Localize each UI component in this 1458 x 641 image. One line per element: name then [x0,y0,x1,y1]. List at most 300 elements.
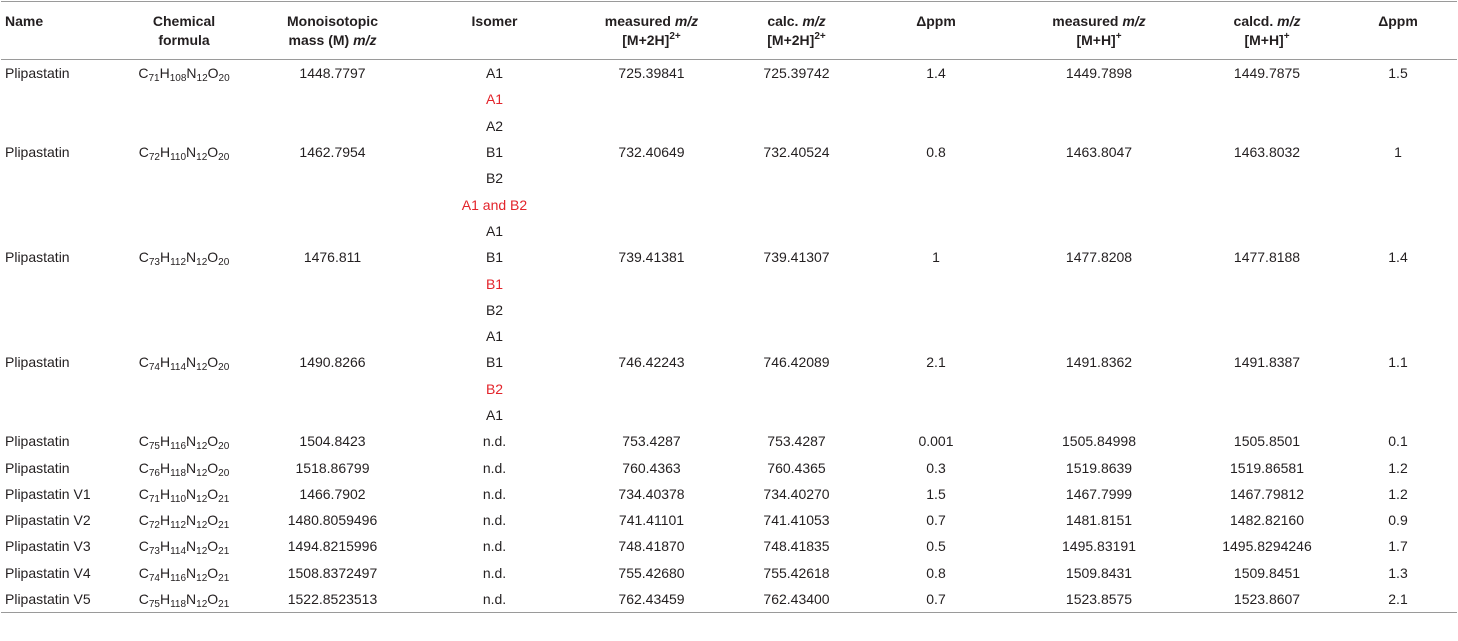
isomer-cell [410,218,579,244]
formula-subscript: 75 [148,441,160,453]
formula-subscript: 114 [170,546,187,558]
measured-2h-cell [579,586,724,613]
calc-2h-cell [724,60,869,87]
table-row [1,507,1457,533]
calc-2h-value: 739.41307 [763,249,830,266]
formula-subscript: 74 [148,362,160,374]
measured-2h-cell [579,297,724,323]
formula-subscript: 118 [170,467,187,479]
formula-subscript: 12 [196,546,208,558]
formula-subscript: 116 [170,572,187,584]
dppm-2-value: 0.9 [1388,512,1408,529]
dppm-2-value: 1.4 [1388,249,1408,266]
dppm-2-value: 1 [1394,144,1402,161]
table-row [1,165,1457,191]
calcd-h-value: 1495.8294246 [1222,538,1312,555]
formula-cell [113,113,255,139]
compound-name: Plipastatin V1 [5,485,91,502]
measured-h-cell [1003,533,1195,559]
dppm-1-cell [869,376,1003,402]
dppm-2-cell [1339,402,1457,428]
calcd-h-value: 1477.8188 [1233,249,1301,266]
calcd-h-cell [1195,270,1339,296]
measured-2h-value: 762.43459 [618,591,685,608]
name-cell [1,507,113,533]
calcd-h-cell [1195,191,1339,217]
measured-h-cell [1003,402,1195,428]
measured-2h-cell [579,270,724,296]
formula-subscript: 75 [148,599,160,611]
table-row [1,428,1457,454]
measured-2h-cell [579,454,724,480]
measured-h-cell [1003,481,1195,507]
table-row [1,481,1457,507]
table-row [1,86,1457,112]
mono-cell [255,139,410,165]
dppm-2-cell [1339,454,1457,480]
isomer-label: n.d. [482,433,507,450]
name-cell [1,297,113,323]
isomer-label: n.d. [482,591,507,608]
formula-subscript: 12 [196,152,208,164]
isomer-cell [410,586,579,613]
measured-h-value: 1491.8362 [1065,354,1133,371]
name-cell [1,191,113,217]
chemical-formula: $C_{74}H_{116}N_{12}O_{21}$ [138,564,230,584]
mono-cell [255,481,410,507]
dppm-2-cell [1339,244,1457,270]
header-formula: Chemical formula [152,13,216,48]
formula-subscript: 21 [218,520,230,532]
calc-2h-value: 755.42618 [763,564,830,581]
formula-cell [113,560,255,586]
formula-subscript: 73 [148,257,160,269]
formula-subscript: 12 [196,441,208,453]
dppm-2-cell [1339,297,1457,323]
measured-2h-cell [579,376,724,402]
header-calc-2h: calc. m/z $[M+2H]^{2+}$ [767,13,826,48]
isomer-cell [410,349,579,375]
formula-subscript: 20 [218,441,230,453]
formula-subscript: 20 [218,467,230,479]
isomer-label: n.d. [482,485,507,502]
name-cell [1,323,113,349]
chemical-formula: $C_{71}H_{108}N_{12}O_{20}$ [138,65,230,85]
calc-2h-value: 741.41053 [763,512,830,529]
mono-value: 1518.86799 [295,459,370,476]
measured-h-cell [1003,349,1195,375]
dppm-1-cell [869,507,1003,533]
formula-subscript: 110 [170,152,187,164]
calc-2h-cell [724,139,869,165]
calcd-h-value: 1467.79812 [1230,485,1304,502]
dppm-1-value: 2.1 [926,354,946,371]
calcd-h-cell [1195,139,1339,165]
dppm-1-value: 1.5 [926,485,946,502]
formula-subscript: 21 [218,546,230,558]
calcd-h-cell [1195,218,1339,244]
dppm-1-cell [869,86,1003,112]
calc-2h-cell [724,218,869,244]
measured-h-cell [1003,165,1195,191]
calc-2h-cell [724,165,869,191]
isomer-cell [410,244,579,270]
dppm-2-cell [1339,323,1457,349]
dppm-1-value: 1.4 [926,65,946,82]
isomer-label: n.d. [482,538,507,555]
mono-value: 1522.8523513 [287,591,378,608]
dppm-1-cell [869,244,1003,270]
formula-cell [113,60,255,87]
formula-cell [113,297,255,323]
isomer-cell [410,297,579,323]
header-dppm-1: Δppm [916,13,956,29]
formula-cell [113,402,255,428]
mono-cell [255,297,410,323]
formula-subscript: 74 [148,572,160,584]
isomer-cell [410,139,579,165]
dppm-1-value: 0.5 [926,538,946,555]
mono-cell [255,454,410,480]
formula-subscript: 114 [170,362,187,374]
formula-cell [113,165,255,191]
header-calcd-h: calcd. m/z [M+H]+ [1233,13,1301,48]
calcd-h-cell [1195,165,1339,191]
calcd-h-cell [1195,113,1339,139]
measured-h-value: 1467.7999 [1065,485,1133,502]
isomer-cell [410,560,579,586]
calc-2h-value: 725.39742 [763,65,830,82]
table-row [1,191,1457,217]
isomer-label: B1 [485,144,504,161]
calc-2h-value: 753.4287 [767,433,826,450]
mono-cell [255,270,410,296]
header-measured-h: measured m/z [M+H]+ [1052,13,1146,48]
isomer-label: B1 [485,249,504,266]
dppm-1-value: 0.3 [926,459,946,476]
mono-cell [255,586,410,613]
calc-2h-cell [724,533,869,559]
measured-2h-cell [579,560,724,586]
formula-subscript: 20 [218,362,230,374]
measured-2h-cell [579,507,724,533]
calc-2h-cell [724,428,869,454]
calcd-h-cell [1195,244,1339,270]
formula-cell [113,218,255,244]
calcd-h-cell [1195,297,1339,323]
calc-2h-value: 748.41835 [763,538,830,555]
name-cell [1,376,113,402]
measured-2h-value: 746.42243 [618,354,685,371]
mono-value: 1494.8215996 [287,538,378,555]
dppm-1-cell [869,454,1003,480]
formula-subscript: 112 [170,257,187,269]
table-row [1,244,1457,270]
mono-cell [255,244,410,270]
formula-subscript: 12 [196,467,208,479]
table-row [1,218,1457,244]
measured-h-cell [1003,297,1195,323]
measured-h-cell [1003,454,1195,480]
measured-h-value: 1463.8047 [1065,144,1133,161]
formula-subscript: 71 [148,73,160,85]
dppm-2-cell [1339,481,1457,507]
formula-subscript: 118 [170,599,187,611]
formula-subscript: 21 [218,572,230,584]
isomer-cell [410,191,579,217]
name-cell [1,428,113,454]
isomer-label: A2 [485,117,504,134]
dppm-2-cell [1339,270,1457,296]
measured-2h-cell [579,244,724,270]
measured-h-value: 1505.84998 [1062,433,1136,450]
calc-2h-cell [724,297,869,323]
isomer-label: n.d. [482,512,507,529]
formula-cell [113,376,255,402]
mono-value: 1490.8266 [299,354,366,371]
name-cell [1,560,113,586]
chemical-formula: $C_{72}H_{112}N_{12}O_{21}$ [138,512,230,532]
calc-2h-value: 746.42089 [763,354,830,371]
table-row [1,270,1457,296]
dppm-1-cell [869,533,1003,559]
measured-h-value: 1449.7898 [1065,65,1133,82]
mono-cell [255,428,410,454]
name-cell [1,86,113,112]
formula-cell [113,454,255,480]
calcd-h-value: 1509.8451 [1233,564,1301,581]
mono-cell [255,113,410,139]
name-cell [1,270,113,296]
dppm-1-cell [869,218,1003,244]
chemical-formula: $C_{73}H_{114}N_{12}O_{21}$ [138,538,230,558]
mono-cell [255,402,410,428]
table-row [1,60,1457,87]
isomer-cell [410,481,579,507]
compound-name: Plipastatin V5 [5,591,91,608]
measured-h-value: 1495.83191 [1062,538,1136,555]
compound-name: Plipastatin V2 [5,512,91,529]
calcd-h-value: 1463.8032 [1233,144,1301,161]
formula-subscript: 20 [218,73,230,85]
isomer-label: B1 [485,275,504,292]
formula-subscript: 12 [196,520,208,532]
measured-2h-cell [579,349,724,375]
mono-cell [255,533,410,559]
name-cell [1,533,113,559]
measured-2h-cell [579,60,724,87]
isomer-label: n.d. [482,564,507,581]
formula-cell [113,428,255,454]
compound-name: Plipastatin [5,144,70,161]
chemical-formula: $C_{71}H_{110}N_{12}O_{21}$ [138,485,230,505]
calcd-h-cell [1195,533,1339,559]
dppm-2-cell [1339,586,1457,613]
header-mono: Monoisotopic mass (M) m/z [287,13,378,48]
measured-h-cell [1003,86,1195,112]
mono-cell [255,86,410,112]
mono-cell [255,376,410,402]
dppm-1-value: 0.8 [926,564,946,581]
table-row [1,402,1457,428]
compound-name: Plipastatin [5,433,70,450]
measured-2h-value: 741.41101 [618,512,685,529]
dppm-1-value: 1 [932,249,940,266]
formula-subscript: 72 [148,520,160,532]
calcd-h-cell [1195,323,1339,349]
mono-value: 1462.7954 [299,144,366,161]
chemical-formula: $C_{74}H_{114}N_{12}O_{20}$ [138,354,230,374]
formula-cell [113,270,255,296]
formula-subscript: 108 [169,73,187,85]
formula-subscript: 12 [196,599,208,611]
formula-subscript: 20 [218,152,230,164]
compound-name: Plipastatin [5,354,70,371]
dppm-2-value: 0.1 [1388,433,1408,450]
name-cell [1,454,113,480]
dppm-2-cell [1339,349,1457,375]
isomer-cell [410,454,579,480]
measured-2h-cell [579,86,724,112]
measured-h-cell [1003,560,1195,586]
measured-h-cell [1003,376,1195,402]
mono-cell [255,191,410,217]
isomer-label: B2 [485,170,504,187]
dppm-2-value: 1.5 [1388,65,1408,82]
dppm-2-cell [1339,86,1457,112]
calcd-h-value: 1505.8501 [1233,433,1301,450]
dppm-1-cell [869,402,1003,428]
isomer-cell [410,86,579,112]
measured-h-value: 1509.8431 [1065,564,1133,581]
calc-2h-cell [724,113,869,139]
dppm-2-cell [1339,113,1457,139]
mono-value: 1480.8059496 [287,512,378,529]
chemical-formula: $C_{73}H_{112}N_{12}O_{20}$ [138,249,230,269]
mono-value: 1466.7902 [299,485,366,502]
dppm-2-cell [1339,191,1457,217]
dppm-2-cell [1339,376,1457,402]
name-cell [1,481,113,507]
calcd-h-cell [1195,86,1339,112]
mono-cell [255,218,410,244]
formula-subscript: 110 [170,493,187,505]
formula-cell [113,533,255,559]
formula-cell [113,86,255,112]
table-row [1,560,1457,586]
dppm-1-cell [869,297,1003,323]
mono-value: 1508.8372497 [287,564,378,581]
formula-subscript: 72 [148,152,160,164]
isomer-label: B1 [485,354,504,371]
calcd-h-cell [1195,60,1339,87]
header-isomer: Isomer [471,13,518,29]
dppm-2-value: 1.2 [1388,459,1408,476]
calcd-h-cell [1195,454,1339,480]
measured-2h-value: 739.41381 [618,249,685,266]
dppm-1-cell [869,165,1003,191]
calc-2h-cell [724,507,869,533]
header-row [1,2,1457,60]
measured-h-value: 1523.8575 [1065,591,1133,608]
isomer-label: A1 [485,222,504,239]
measured-2h-value: 753.4287 [622,433,681,450]
calc-2h-cell [724,323,869,349]
calcd-h-value: 1519.86581 [1230,459,1304,476]
table-row [1,376,1457,402]
measured-2h-cell [579,323,724,349]
calcd-h-cell [1195,349,1339,375]
isomer-cell [410,376,579,402]
plipastatin-table [1,1,1457,613]
mono-cell [255,507,410,533]
formula-subscript: 12 [196,73,208,85]
formula-cell [113,507,255,533]
dppm-1-cell [869,113,1003,139]
mono-cell [255,323,410,349]
dppm-2-value: 1.3 [1388,564,1408,581]
isomer-cell [410,165,579,191]
table-row [1,349,1457,375]
measured-h-value: 1477.8208 [1065,249,1133,266]
measured-h-value: 1519.8639 [1065,459,1133,476]
dppm-1-cell [869,481,1003,507]
name-cell [1,165,113,191]
calc-2h-value: 762.43400 [763,591,830,608]
measured-2h-cell [579,165,724,191]
calc-2h-value: 760.4365 [767,459,826,476]
dppm-1-cell [869,586,1003,613]
formula-subscript: 12 [196,362,208,374]
mono-value: 1504.8423 [299,433,366,450]
isomer-cell [410,270,579,296]
header-dppm-2: Δppm [1378,13,1418,29]
measured-h-cell [1003,139,1195,165]
measured-h-cell [1003,323,1195,349]
measured-2h-value: 748.41870 [618,538,685,555]
formula-cell [113,481,255,507]
measured-2h-value: 725.39841 [618,65,685,82]
isomer-cell [410,402,579,428]
dppm-2-cell [1339,218,1457,244]
isomer-label: A1 and B2 [461,196,528,213]
dppm-2-value: 1.7 [1388,538,1408,555]
measured-h-cell [1003,507,1195,533]
compound-name: Plipastatin [5,459,70,476]
calc-2h-cell [724,586,869,613]
dppm-1-cell [869,349,1003,375]
table-row [1,323,1457,349]
measured-2h-cell [579,191,724,217]
mono-cell [255,560,410,586]
calcd-h-cell [1195,507,1339,533]
table-row [1,586,1457,613]
calcd-h-cell [1195,586,1339,613]
table-body [1,60,1457,613]
calcd-h-cell [1195,560,1339,586]
dppm-2-value: 1.2 [1388,485,1408,502]
dppm-1-cell [869,60,1003,87]
isomer-cell [410,323,579,349]
table-row [1,533,1457,559]
dppm-1-value: 0.001 [918,433,954,450]
name-cell [1,244,113,270]
measured-h-cell [1003,60,1195,87]
dppm-2-cell [1339,60,1457,87]
formula-cell [113,244,255,270]
measured-h-cell [1003,428,1195,454]
formula-subscript: 20 [218,257,230,269]
